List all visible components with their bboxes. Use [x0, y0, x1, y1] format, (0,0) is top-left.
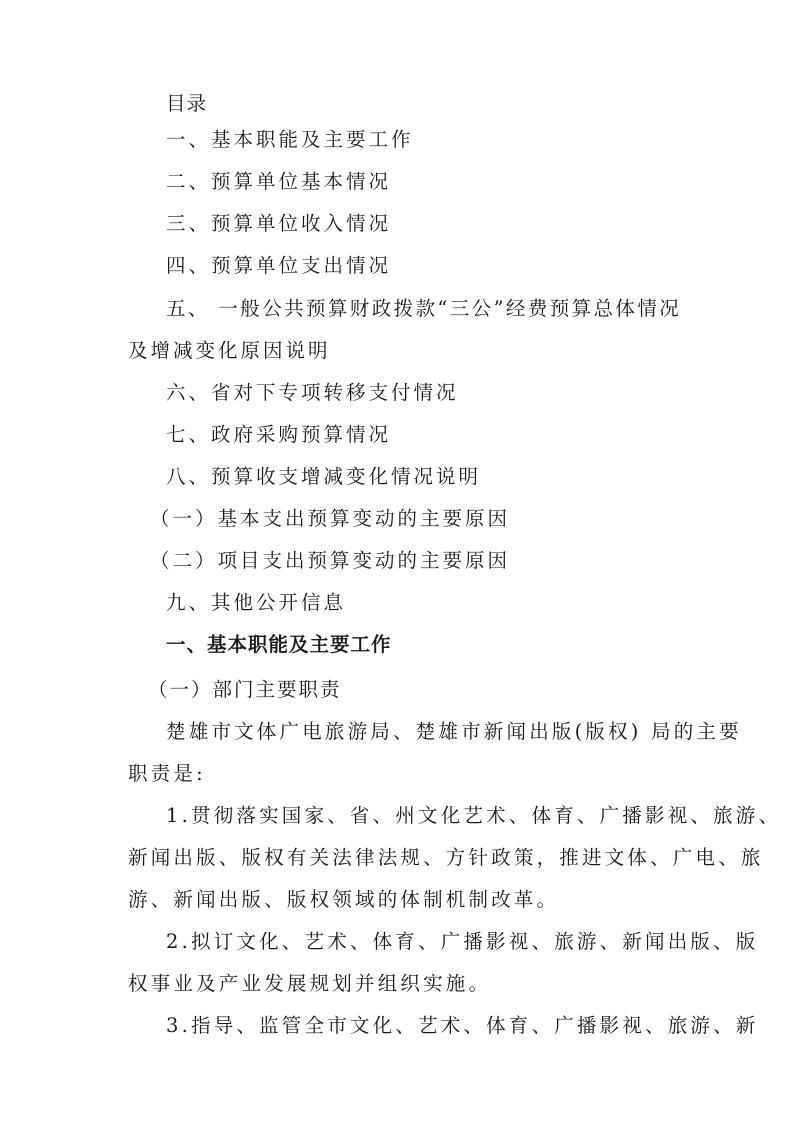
section-subheading: （一）部门主要职责 [148, 678, 342, 701]
toc-item-8-2: （二）项目支出预算变动的主要原因 [150, 549, 511, 572]
toc-item-1: 一、基本职能及主要工作 [166, 128, 414, 151]
paragraph-line-6: 2.拟订文化、艺术、体育、广播影视、旅游、新闻出版、版 [166, 930, 759, 953]
toc-item-3: 三、预算单位收入情况 [166, 212, 392, 235]
toc-title: 目录 [166, 92, 208, 115]
toc-item-8: 八、预算收支增减变化情况说明 [166, 465, 482, 488]
toc-item-6: 六、省对下专项转移支付情况 [166, 381, 459, 404]
toc-item-5-cont: 及增减变化原因说明 [128, 339, 331, 362]
paragraph-line-4: 新闻出版、版权有关法律法规、方针政策，推进文体、广电、旅 [128, 846, 764, 869]
section-heading: 一、基本职能及主要工作 [166, 633, 392, 656]
toc-item-5: 五、 一般公共预算财政拨款“三公”经费预算总体情况 [166, 297, 682, 320]
paragraph-line-5: 游、新闻出版、版权领域的体制机制改革。 [128, 888, 560, 911]
toc-item-8-1: （一）基本支出预算变动的主要原因 [150, 507, 511, 530]
paragraph-line-2: 职责是: [128, 762, 206, 785]
toc-item-7: 七、政府采购预算情况 [166, 423, 392, 446]
toc-item-2: 二、预算单位基本情况 [166, 170, 392, 193]
paragraph-line-8: 3.指导、监管全市文化、艺术、体育、广播影视、旅游、新 [166, 1014, 759, 1037]
paragraph-line-1: 楚雄市文体广电旅游局、楚雄市新闻出版(版权) 局的主要 [166, 720, 742, 743]
toc-item-4: 四、预算单位支出情况 [166, 254, 392, 277]
paragraph-line-3: 1.贯彻落实国家、省、州文化艺术、体育、广播影视、旅游、 [166, 804, 782, 827]
toc-item-9: 九、其他公开信息 [166, 591, 347, 614]
paragraph-line-7: 权事业及产业发展规划并组织实施。 [128, 972, 492, 995]
